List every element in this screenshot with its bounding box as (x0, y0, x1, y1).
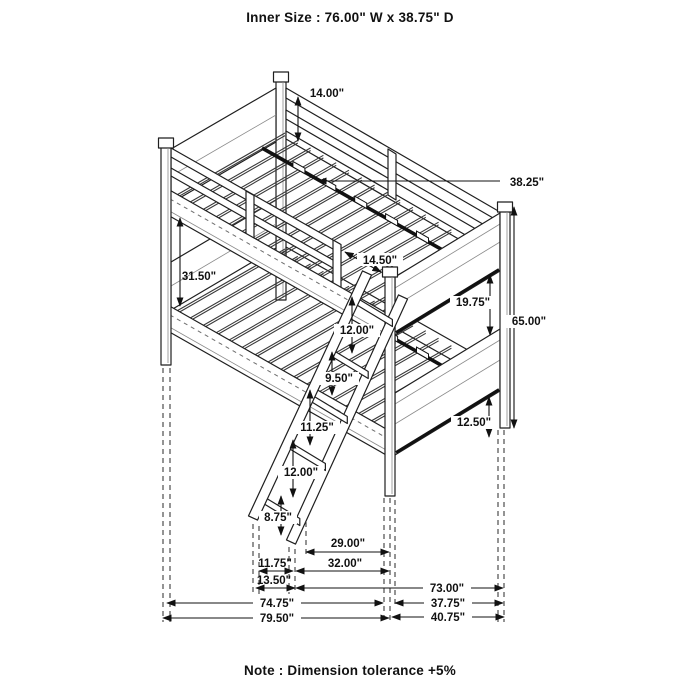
dim-label-rung-space-top: 12.00" (339, 325, 375, 337)
dim-label-ladder-foot-width: 11.75" (258, 558, 292, 570)
dim-label-guard-rail-height: 14.00" (309, 88, 345, 100)
dim-label-rung-space-4: 12.00" (283, 467, 319, 479)
dim-label-ladder-reach: 29.00" (330, 538, 366, 550)
dim-label-slat-length: 38.25" (509, 177, 545, 189)
inner-size-title: Inner Size : 76.00" W x 38.75" D (246, 10, 454, 25)
dim-label-ladder-base: 13.50" (256, 575, 292, 587)
dim-label-rung-space-2: 9.50" (325, 373, 353, 385)
dim-label-frame-length: 74.75" (259, 598, 295, 610)
dim-label-rung-space-bottom: 8.75" (264, 512, 292, 524)
post-left (159, 138, 174, 365)
dim-label-overall-length: 79.50" (259, 613, 295, 625)
dim-label-overall-height: 65.00" (511, 316, 547, 328)
dim-label-rung-space-3: 11.25" (300, 422, 334, 434)
dim-label-inner-depth: 37.75" (430, 598, 466, 610)
dim-label-end-clearance: 19.75" (455, 297, 491, 309)
dim-label-ladder-span: 32.00" (327, 558, 363, 570)
dim-label-overall-depth: 40.75" (430, 612, 466, 624)
dim-label-under-clearance: 12.50" (456, 417, 492, 429)
dim-label-ladder-opening: 14.50" (362, 255, 398, 267)
dim-label-inner-length: 73.00" (429, 583, 465, 595)
tolerance-note: Note : Dimension tolerance +5% (244, 663, 456, 678)
dim-label-bunk-clearance: 31.50" (181, 271, 217, 283)
